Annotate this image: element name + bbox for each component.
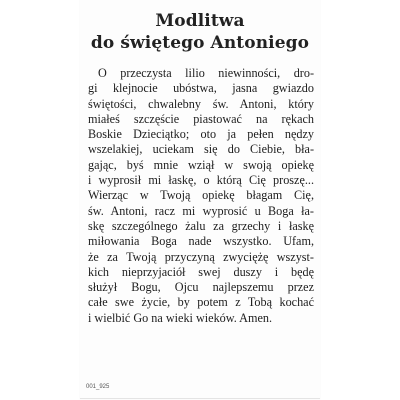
prayer-line: kich nieprzyjaciół swej duszy i będę — [88, 264, 314, 279]
prayer-title-line: do świętego Antoniego — [90, 33, 310, 53]
prayer-line: miałeś szczęście piastować na rękach — [88, 111, 314, 126]
prayer-line: wszelakiej, uciekam się do Ciebie, bła- — [88, 142, 314, 157]
prayer-text — [88, 66, 314, 326]
product-code: 001_925 — [86, 384, 110, 390]
prayer-card — [80, 0, 320, 399]
prayer-line: i wielbić Go na wieki wieków. Amen. — [88, 310, 273, 325]
prayer-line: Wierząc w Twoją opiekę błagam Cię, — [88, 188, 314, 203]
prayer-line: Boskie Dzieciątko; oto ja pełen nędzy — [88, 127, 314, 142]
prayer-line: i wyprosił mi łaskę, o którą Cię proszę... — [88, 173, 314, 188]
prayer-line: świętości, chwalebny św. Antoni, który — [88, 96, 314, 111]
prayer-line: św. Antoni, racz mi wyprosić u Boga ła- — [88, 203, 314, 218]
prayer-line: że za Twoją przyczyną zwyciężę wszyst- — [88, 249, 314, 264]
prayer-title-line: Modlitwa — [155, 11, 245, 31]
prayer-line: gając, byś mnie wziął w swoją opiekę — [88, 157, 314, 172]
prayer-line: służył Bogu, Ojcu najlepszemu przez — [88, 280, 314, 295]
prayer-line: gi klejnocie ubóstwa, jasna gwiazdo — [88, 81, 314, 96]
prayer-title — [80, 10, 320, 54]
prayer-line: całe swe życie, by potem z Tobą kochać — [88, 295, 314, 310]
prayer-line: skę szczególnego żalu za grzechy i łaskę — [88, 218, 314, 233]
prayer-line: miłowania Boga nade wszystko. Ufam, — [88, 234, 314, 249]
prayer-line: O przeczysta lilio niewinności, dro- — [98, 66, 314, 80]
